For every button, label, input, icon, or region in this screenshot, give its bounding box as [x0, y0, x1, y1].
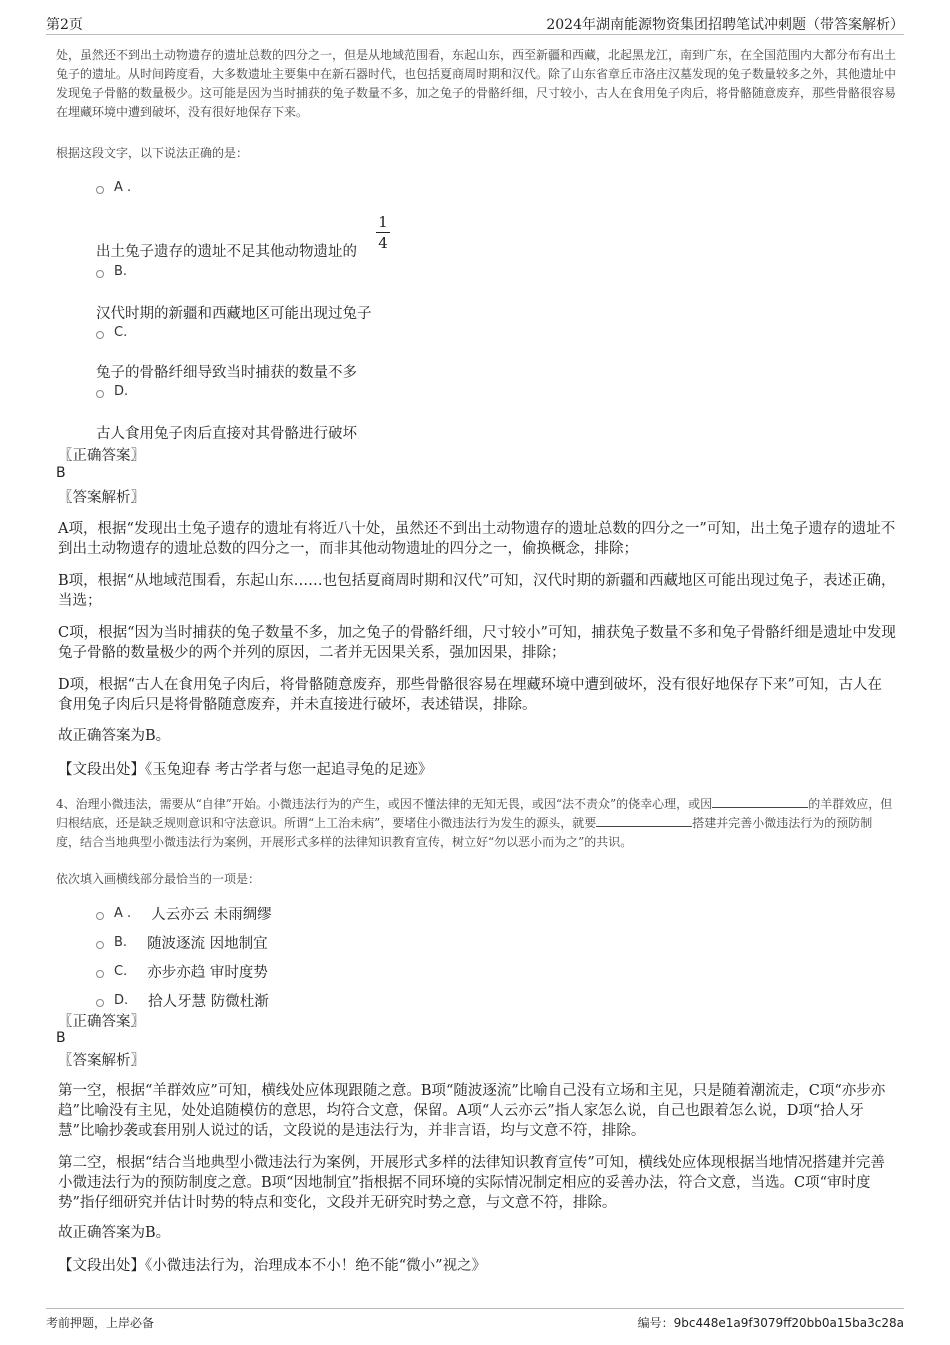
- q4-prompt: 依次填入画横线部分最恰当的一项是：: [56, 872, 261, 886]
- q3-option-c[interactable]: [96, 325, 127, 340]
- option-letter: D.: [114, 384, 129, 399]
- radio-icon[interactable]: [96, 999, 104, 1007]
- footer-slogan: 考前押题，上岸必备: [46, 1316, 155, 1330]
- option-letter: C.: [114, 325, 128, 340]
- blank-2: [596, 814, 692, 827]
- option-letter: A .: [114, 180, 132, 195]
- option-letter: B.: [114, 935, 128, 950]
- option-text: 亦步亦趋 审时度势: [147, 965, 268, 981]
- q3-option-b-text: 汉代时期的新疆和西藏地区可能出现过兔子: [96, 306, 372, 322]
- q4-conclusion: 故正确答案为B。: [58, 1225, 171, 1241]
- option-letter: B.: [114, 264, 128, 279]
- fraction-one-quarter: 1 4: [376, 214, 390, 251]
- q3-option-a-text: 出土兔子遗存的遗址不足其他动物遗址的: [96, 244, 357, 260]
- radio-icon[interactable]: [96, 941, 104, 949]
- q4-answer: B: [56, 1030, 66, 1046]
- q3-option-c-text: 兔子的骨骼纤细导致当时捕获的数量不多: [96, 365, 357, 381]
- q4-analysis-first: 第一空，根据“羊群效应”可知，横线处应体现跟随之意。B项“随波逐流”比喻自己没有立场和主见，只是随着潮流走，C项“亦步亦趋”比喻没有主见，处处追随模仿的意思，均符合文意，保留。A项“人云亦云”指人家怎么说，自己也跟着怎么说，D项“拾人牙慧”比喻抄袭或套用别人说过的话，文段说的是违法行为，并非言语，均与文意不符，排除。: [58, 1083, 886, 1139]
- q3-analysis-label: 〖答案解析〗: [58, 490, 145, 506]
- footer-divider: [46, 1308, 904, 1309]
- q4-option-a[interactable]: [96, 903, 272, 924]
- radio-icon[interactable]: [96, 970, 104, 978]
- radio-icon[interactable]: [96, 912, 104, 920]
- option-text: 人云亦云 未雨绸缪: [151, 907, 272, 923]
- q3-analysis-a: A项，根据“发现出土兔子遗存的遗址有将近八十处，虽然还不到出土动物遗存的遗址总数的四分之一”可知，出土兔子遗存的遗址不到出土动物遗存的遗址总数的四分之一，而非其他动物遗址的四分之一，偷换概念，排除；: [58, 521, 896, 557]
- q3-option-a[interactable]: [96, 180, 131, 195]
- q4-analysis-second: 第二空，根据“结合当地典型小微违法行为案例，开展形式多样的法律知识教育宣传”可知，横线处应体现根据当地情况搭建并完善小微违法行为的预防制度之意。B项“因地制宜”指根据不同环境的实际情况制定相应的妥善办法，符合文意，当选。C项“审时度势”指仔细研究并估计时势的特点和变化，文段并无研究时势之意，与文意不符，排除。: [58, 1155, 885, 1211]
- option-letter: A .: [114, 906, 132, 921]
- q3-passage: 处，虽然还不到出土动物遗存的遗址总数的四分之一，但是从地域范围看，东起山东，西至新疆和西藏，北起黑龙江，南到广东，在全国范围内大都分布有出土兔子的遗址。从时间跨度看，大多数遗址主要集中在新石器时代，也包括夏商周时期和汉代。除了山东省章丘市洛庄汉墓发现的兔子数量较多之外，其他遗址中发现兔子骨骼的数量极少。这可能是因为当时捕获的兔子数量不多，加之兔子的骨骼纤细，尺寸较小，古人在食用兔子肉后，将骨骼随意废弃，那些骨骼很容易在埋藏环境中遭到破坏，没有很好地保存下来。: [56, 48, 897, 119]
- document-title: 2024年湖南能源物资集团招聘笔试冲刺题（带答案解析）: [546, 17, 904, 33]
- q3-source: 【文段出处】《玉兔迎春 考古学者与您一起追寻兔的足迹》: [58, 762, 433, 778]
- option-letter: C.: [114, 964, 128, 979]
- header-divider: [46, 34, 904, 35]
- q3-answer-label: 〖正确答案〗: [58, 448, 145, 464]
- q3-conclusion: 故正确答案为B。: [58, 728, 171, 744]
- option-letter: D.: [114, 993, 129, 1008]
- q3-answer: B: [56, 465, 66, 481]
- q4-analysis-label: 〖答案解析〗: [58, 1053, 145, 1069]
- q3-analysis-b: B项，根据“从地域范围看，东起山东……也包括夏商周时期和汉代”可知，汉代时期的新疆和西藏地区可能出现过兔子，表述正确，当选；: [58, 573, 896, 609]
- option-text: 拾人牙慧 防微杜渐: [148, 994, 269, 1010]
- blank-1: [712, 795, 808, 808]
- q4-passage: 4、治理小微违法，需要从“自律”开始。小微违法行为的产生，或因不懂法律的无知无畏，或因“法不责众”的侥幸心理，或因 的羊群效应，但归根结底，还是缺乏规则意识和守法意识。所谓“上工治未病”，要堵住小微违法行为发生的源头，就要 搭建并完善小微违法行为的预防制度，结合当地典型小微违法行为案例，开展形式多样的法律知识教育宣传，树立好“勿以恶小而为之”的共识。: [56, 797, 893, 849]
- q4-option-b[interactable]: [96, 932, 272, 953]
- page-number: 第2页: [46, 17, 83, 33]
- option-text: 随波逐流 因地制宜: [147, 936, 268, 952]
- radio-icon[interactable]: [96, 270, 104, 278]
- q3-prompt: 根据这段文字，以下说法正确的是：: [56, 146, 249, 160]
- radio-icon[interactable]: [96, 186, 104, 194]
- q4-option-c[interactable]: [96, 961, 272, 982]
- document-code: 编号：9bc448e1a9f3079ff20bb0a15ba3c28a: [637, 1316, 904, 1330]
- q3-option-b[interactable]: [96, 264, 127, 279]
- q4-answer-label: 〖正确答案〗: [58, 1014, 145, 1030]
- radio-icon[interactable]: [96, 331, 104, 339]
- q3-option-d[interactable]: [96, 384, 128, 399]
- q3-analysis-c: C项，根据“因为当时捕获的兔子数量不多，加之兔子的骨骼纤细，尺寸较小”可知，捕获兔子数量不多和兔子骨骼纤细是遗址中发现兔子骨骼的数量极少的两个并列的原因，二者并无因果关系，强加因果，排除；: [58, 625, 896, 661]
- q4-options: [96, 903, 272, 1019]
- q4-option-d[interactable]: [96, 990, 272, 1011]
- q4-source: 【文段出处】《小微违法行为，治理成本不小！绝不能“微小”视之》: [58, 1258, 487, 1274]
- q3-analysis-d: D项，根据“古人在食用兔子肉后，将骨骼随意废弃，那些骨骼很容易在埋藏环境中遭到破坏，没有很好地保存下来”可知，古人在食用兔子肉后只是将骨骼随意废弃，并未直接进行破坏，表述错误，排除。: [58, 677, 882, 713]
- radio-icon[interactable]: [96, 390, 104, 398]
- q3-option-d-text: 古人食用兔子肉后直接对其骨骼进行破坏: [96, 426, 357, 442]
